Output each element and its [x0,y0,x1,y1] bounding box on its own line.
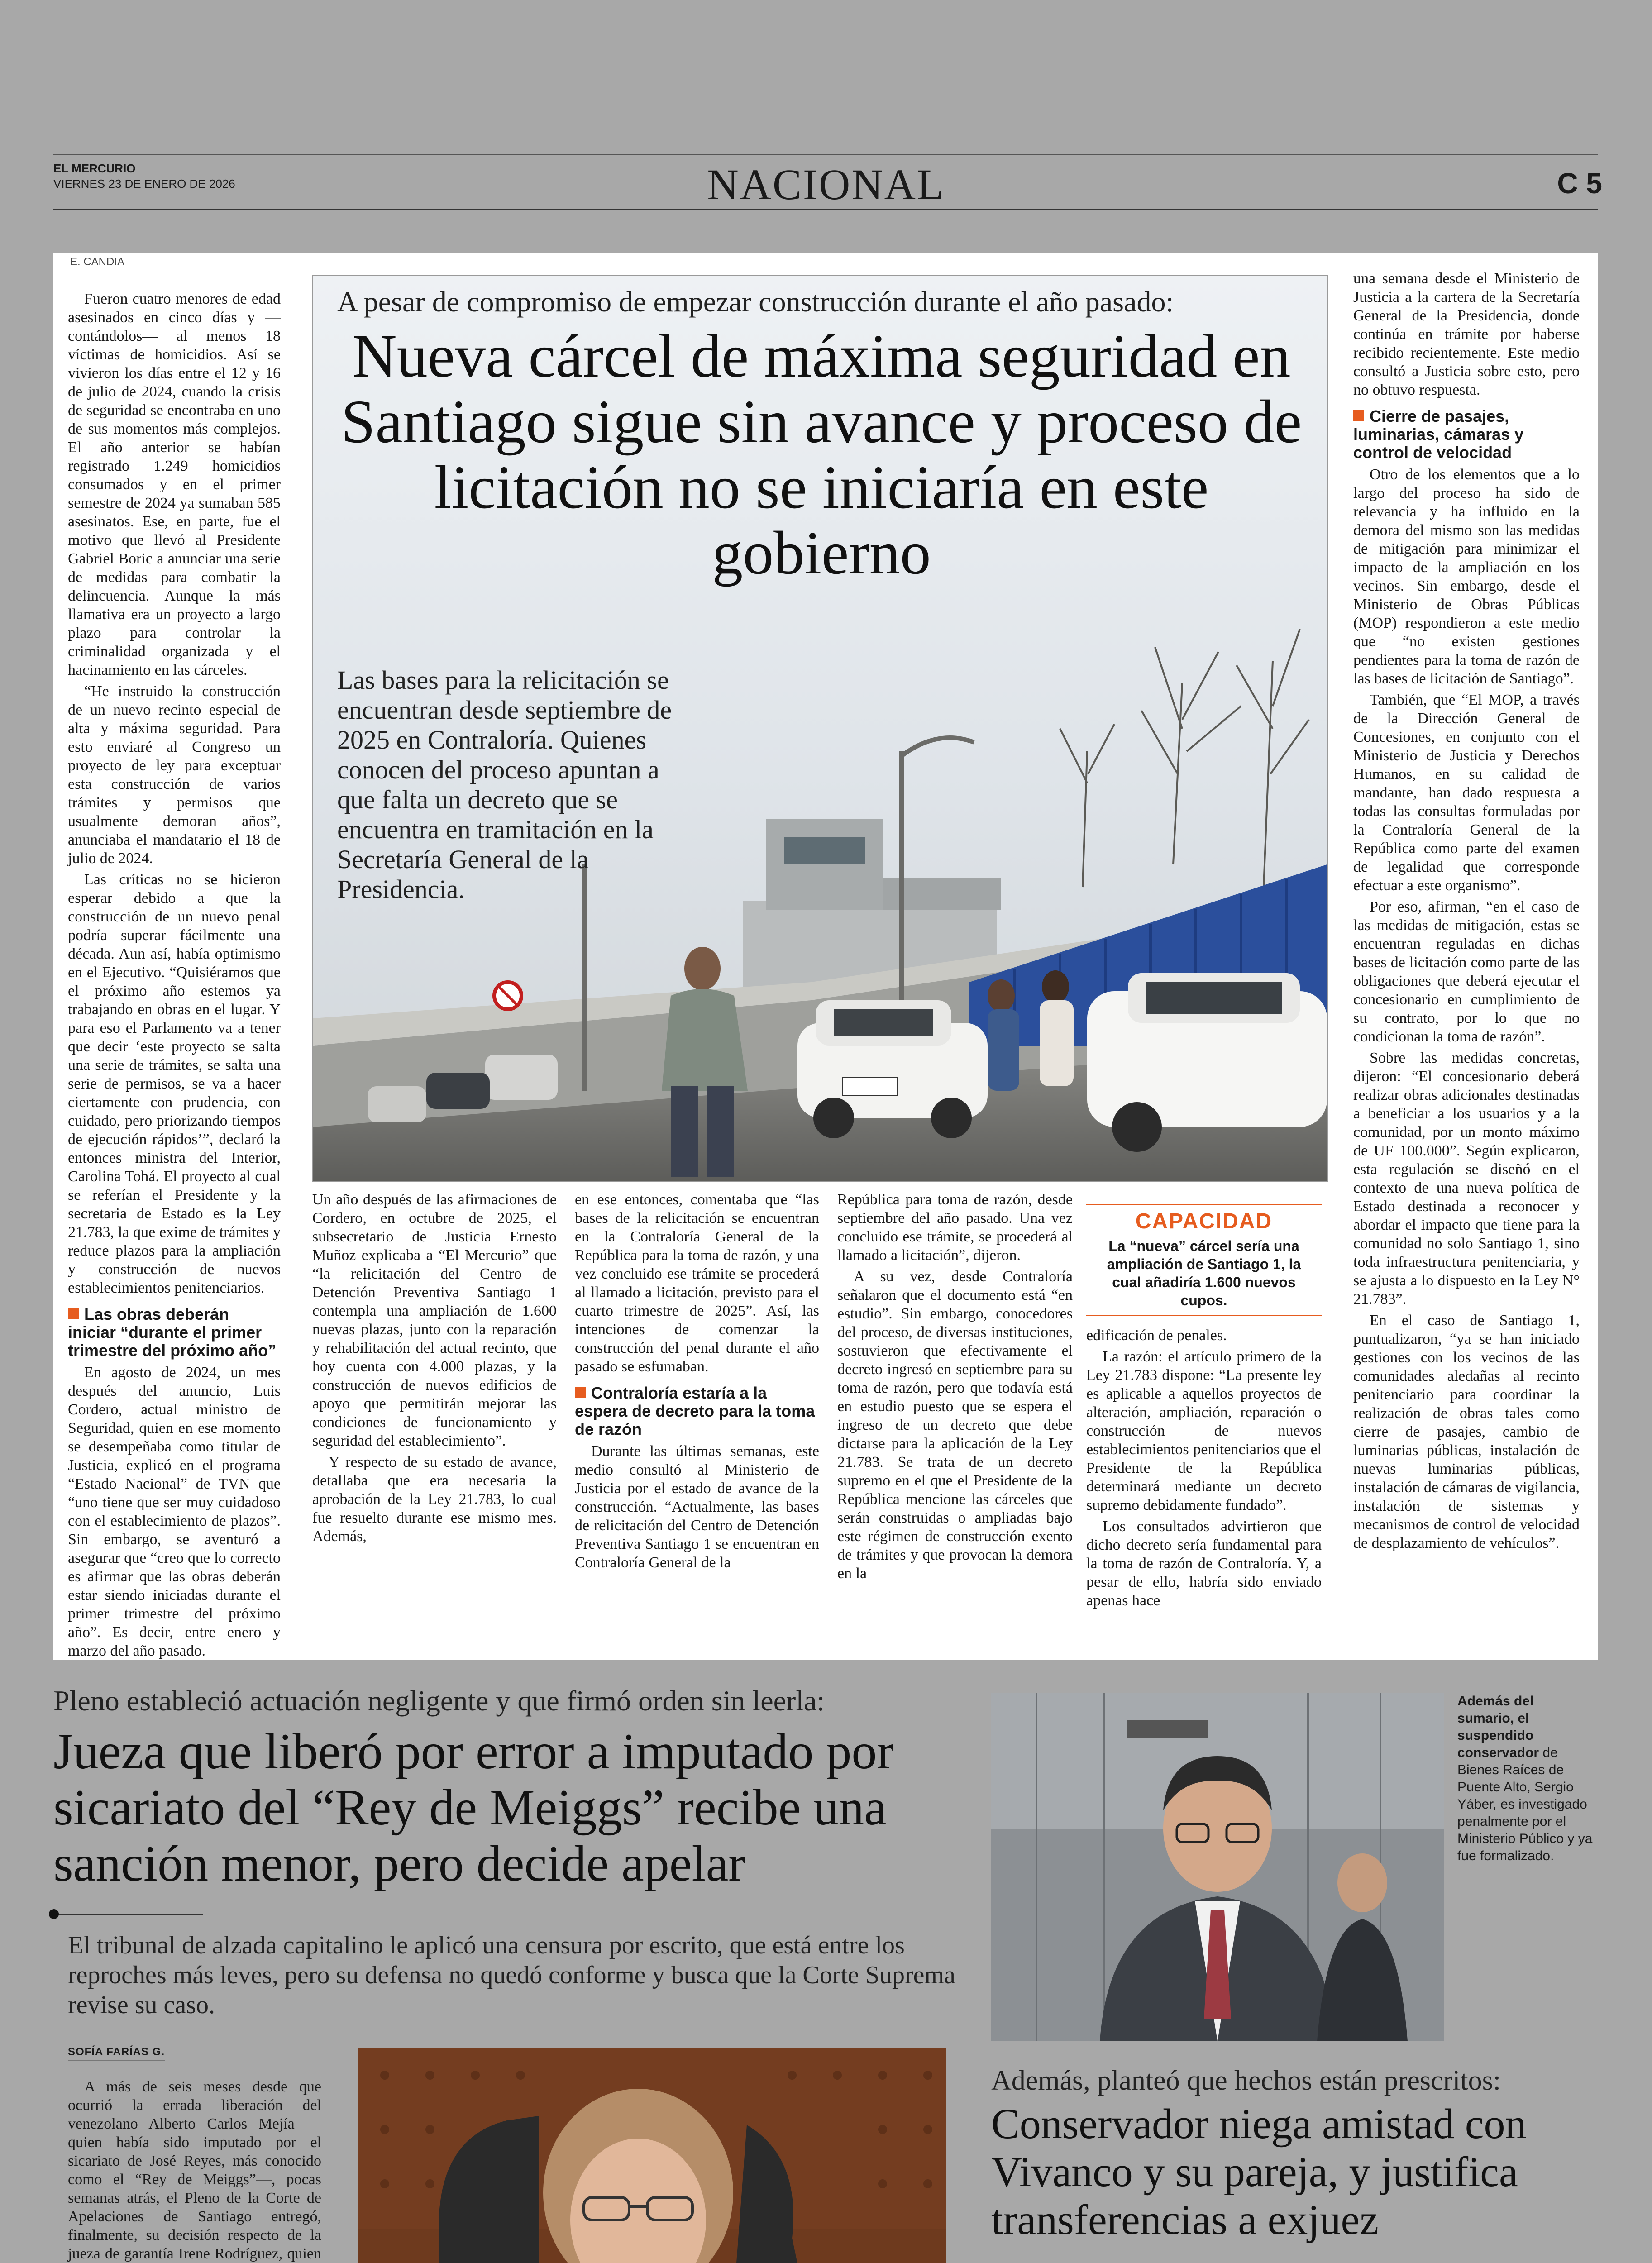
masthead-left [53,161,235,191]
story1-kicker: A pesar de compromiso de empezar construcción durante el año pasado: [337,286,1174,318]
paragraph: Las críticas no se hicieron esperar debido a que la construcción de un nuevo penal podría superar fácilmente una década. Aun así, había optimismo en el Ejecutivo. “Quisiéramos que el próximo año estemos ya trabajando en obras en el lugar. Y para eso el Parlamento va a tener que decir ‘este proyecto se salta una serie de trámites, se salta una serie de permisos, se va a hacer ciertamente con prudencia, con cuidado, pero priorizando tiempos de ejecución rápidos’”, declaró la entonces ministra del Interior, Carolina Tohá. El proyecto al cual se referían el Presidente y la secretaria de Estado es la Ley 21.783, la que exime de trámites y reduce plazos para la ampliación y construcción de nuevos establecimientos penitenciarios. [68,871,281,1296]
capacity-title: CAPACIDAD [1086,1204,1322,1235]
story1-column-left [68,290,281,1663]
story1-headline: Nueva cárcel de máxima seguridad en Santiago sigue sin avance y proceso de licitación no se iniciaría en este gobierno [341,322,1302,587]
story1-column-2 [312,1190,557,1548]
subheading: Las obras deberán iniciar “durante el primer trimestre del próximo año” [68,1305,277,1360]
judge-photo [358,2048,946,2263]
paragraph: Sobre las medidas concretas, dijeron: “El concesionario deberá realizar obras adicionales destinadas a beneficiar a los usuarios y a la comunidad, por un monto máximo de UF 100.000”. Según explicaron, esta regulación se diseñó en el contexto de una nueva política de Estado destinada a reconocer y abordar el impacto que tiene para la comunidad no solo Santiago 1, sino toda infraestructura penitenciaria, y se ajusta a lo dispuesto en la Ley N° 21.783”. [1353,1050,1580,1308]
paragraph: En el caso de Santiago 1, puntualizaron, “ya se han iniciado gestiones con los vecinos de las comunidades aledañas al recinto penitenciario para coordinar la realización de obras tales como cierre de pasajes, cambio de luminarias públicas, instalación de nuevas luminarias públicas, instalación de cámaras de vigilancia, instalación de sistemas y mecanismos de control de velocidad de desplazamiento de vehículos”. [1353,1312,1580,1552]
paragraph: A su vez, desde Contraloría señalaron que el documento está “en estudio”. Sin embargo, conocedores del proceso, de diversas instituciones, sostuvieron que efectivamente el decreto ingresó en septiembre para su toma de razón, pero que todavía está en estudio puesto que se espera el ingreso de un decreto que debe dictarse para la aplicación de la Ley 21.783. Se trata de un decreto supremo en el que el Presidente de la República mencione las cárceles que serán construidas o ampliadas bajo este régimen de construcción exento de trámites y que provocan la demora en la [837,1268,1073,1582]
paragraph: “He instruido la construcción de un nuevo recinto especial de alta y máxima seguridad. Para esto enviaré al Congreso un proyecto de ley para exceptuar esta construcción de varios trámites y permisos que usualmente demoran años”, anunciaba el mandatario el 18 de julio de 2024. [68,683,281,867]
paragraph: La razón: el artículo primero de la Ley 21.783 dispone: “La presente ley es aplicable a aquellos proyectos de alteración, ampliación, reparación o construcción de nuevos establecimientos penitenciarios que el Presidente de la República determinará mediante un decreto supremo debidamente fundado”. [1086,1348,1322,1513]
orange-square-icon [68,1308,79,1319]
page-number: C 5 [1557,167,1602,200]
story1-column-4 [837,1190,1073,1585]
conservador-photo-caption: Además del sumario, el suspendido conservador de Bienes Raíces de Puente Alto, Sergio Yáber, es investigado penalmente por el Ministerio Público y ya fue formalizado. [1457,1694,1593,1863]
story1-column-3 [575,1190,819,1575]
story2-kicker: Pleno estableció actuación negligente y que firmó orden sin leerla: [53,1685,825,1717]
orange-square-icon [1353,410,1364,421]
masthead-rule [53,209,1598,210]
paragraph: edificación de penales. [1086,1327,1227,1344]
subheading: Contraloría estaría a la espera de decreto para la toma de razón [575,1384,815,1438]
paragraph: Durante las últimas semanas, este medio consultó al Ministerio de Justicia por el estado de avance de la construcción. “Actualmente, las bases de relicitación del Centro de Detención Preventiva Santiago 1 se encuentran en Contraloría General de la [575,1443,819,1571]
paragraph: Por eso, afirman, “en el caso de las medidas de mitigación, estas se encuentran reguladas en dichas bases de licitación como parte de las obligaciones que deberá ejecutar el concesionario en cumplimiento de su contrato, por lo que no condicionan la toma de razón”. [1353,898,1580,1045]
publication-date: VIERNES 23 DE ENERO DE 2026 [53,177,235,191]
bullet-dot-icon [49,1909,59,1919]
paragraph: Y respecto de su estado de avance, detallaba que era necesaria la aprobación de la Ley 21.783, lo cual fue resuelto durante ese mismo mes. Además, [312,1454,557,1545]
paragraph: República para toma de razón, desde septiembre del año pasado. Una vez concluido ese trámite, se procederá al llamado a licitación”, dijeron. [837,1191,1073,1264]
story2-headline: Jueza que liberó por error a imputado por sicariato del “Rey de Meiggs” recibe una sanción menor, pero decide apelar [53,1724,894,1892]
story1-column-5 [1086,1326,1322,1613]
publication-name: EL MERCURIO [53,162,136,175]
top-rule [53,154,1598,155]
photo-credit: E. CANDIA [70,256,125,268]
paragraph: A más de seis meses desde que ocurrió la errada liberación del venezolano Alberto Carlos Mejía —quien había sido imputado por el sicariato de José Reyes, más conocido como el “Rey de Meiggs”—, pocas semanas atrás, el Pleno de la Corte de Apelaciones de Santiago entregó, finalmente, su decisión respecto de la jueza de garantía Irene Rodríguez, quien [68,2078,321,2262]
subheading: Cierre de pasajes, luminarias, cámaras y control de velocidad [1353,407,1524,462]
conservador-photo [991,1693,1444,2041]
capacity-box [1086,1204,1322,1316]
divider [53,1914,203,1915]
byline: SOFÍA FARÍAS G. [68,2046,165,2061]
story2-deck: El tribunal de alzada capitalino le aplicó una censura por escrito, que está entre los reproches más leves, pero su defensa no quedó conforme y busca que la Corte Suprema revise su caso. [68,1931,955,2019]
paragraph: En agosto de 2024, un mes después del anuncio, Luis Cordero, actual ministro de Seguridad, quien en ese momento se desempeñaba como titular de Justicia, explicó en el programa “Estado Nacional” de TVN que “uno tiene que ser muy cuidadoso con el establecimiento de plazos”. Sin embargo, se aventuró a asegurar que “creo que lo correcto es afirmar que las obras deberán estar siendo iniciadas durante el primer trimestre del próximo año”. Es decir, entre enero y marzo del año pasado. [68,1364,281,1659]
story3-headline: Conservador niega amistad con Vivanco y su pareja, y justifica transferencias a exjuez [991,2101,1527,2244]
paragraph: También, que “El MOP, a través de la Dirección General de Concesiones, en conjunto con el Ministerio de Justicia y Derechos Humanos, en su calidad de mandante, han dado respuesta a todas las consultas formuladas por la Contraloría General de la República como parte del examen de legalidad que corresponde efectuar a este organismo”. [1353,692,1580,894]
story1-column-right [1353,269,1580,1555]
story2-column-1 [68,2077,321,2263]
paragraph: Fueron cuatro menores de edad asesinados en cinco días y —contándolos— al menos 18 víctimas de homicidios. Así se vivieron los días entre el 12 y 16 de julio de 2024, cuando la crisis de seguridad se encontraba en uno de sus momentos más complejos. El año anterior se habían registrado 1.249 homicidios consumados y en el primer semestre de 2024 ya sumaban 585 asesinatos. Ese, en parte, fue el motivo que llevó al Presidente Gabriel Boric a anunciar una serie de medidas para combatir la delincuencia. Aunque la más llamativa era un proyecto a largo plazo para controlar la criminalidad organizada y el hacinamiento en las cárceles. [68,291,281,678]
story3-kicker: Además, planteó que hechos están prescritos: [991,2065,1501,2096]
capacity-text: La “nueva” cárcel sería una ampliación de Santiago 1, la cual añadiría 1.600 nuevos cupos. [1086,1235,1322,1316]
story2-byline-wrap [68,2046,165,2061]
story1-deck: Las bases para la relicitación se encuentran desde septiembre de 2025 en Contraloría. Quienes conocen del proceso apuntan a que falta un decreto que se encuentra en tramitación en la Secretaría General de la Presidencia. [337,665,672,904]
paragraph: en ese entonces, comentaba que “las bases de la relicitación se encuentran en la Contraloría General de la República para la toma de razón, y una vez concluido ese trámite se procederá al llamado a licitación, previsto para el cuarto trimestre de 2025”. Así, las intenciones de comenzar la construcción del penal durante el año pasado se esfumaban. [575,1191,819,1375]
paragraph: Otro de los elementos que a lo largo del proceso ha sido de relevancia y ha influido en la demora del mismo son las medidas de mitigación para minimizar el impacto de la ampliación en los vecinos. Sin embargo, desde el Ministerio de Obras Públicas (MOP) respondieron a este medio que “no existen gestiones pendientes para la toma de razón de las bases de licitación de Santiago”. [1353,466,1580,687]
section-title: NACIONAL [707,160,945,209]
paragraph: Los consultados advirtieron que dicho decreto sería fundamental para la toma de razón de Contraloría. Y, a pesar de ello, habría sido enviado apenas hace [1086,1518,1322,1609]
paragraph: Un año después de las afirmaciones de Cordero, en octubre de 2025, el subsecretario de Justicia Ernesto Muñoz explicaba a “El Mercurio” que “la relicitación del Centro de Detención Preventiva Santiago 1 contempla una ampliación de 1.600 nuevas plazas, junto con la reparación y rehabilitación del actual recinto, que hoy cuenta con 4.000 plazas, y la construcción de nuevos edificios de apoyo que permitirán mejorar las condiciones de funcionamiento y seguridad del establecimiento”. [312,1191,557,1449]
orange-square-icon [575,1387,586,1398]
paragraph: una semana desde el Ministerio de Justicia a la cartera de la Secretaría General de la Presidencia, donde continúa en trámite por haberse recibido recientemente. Este medio consultó a Justicia sobre esto, pero no obtuvo respuesta. [1353,270,1580,398]
